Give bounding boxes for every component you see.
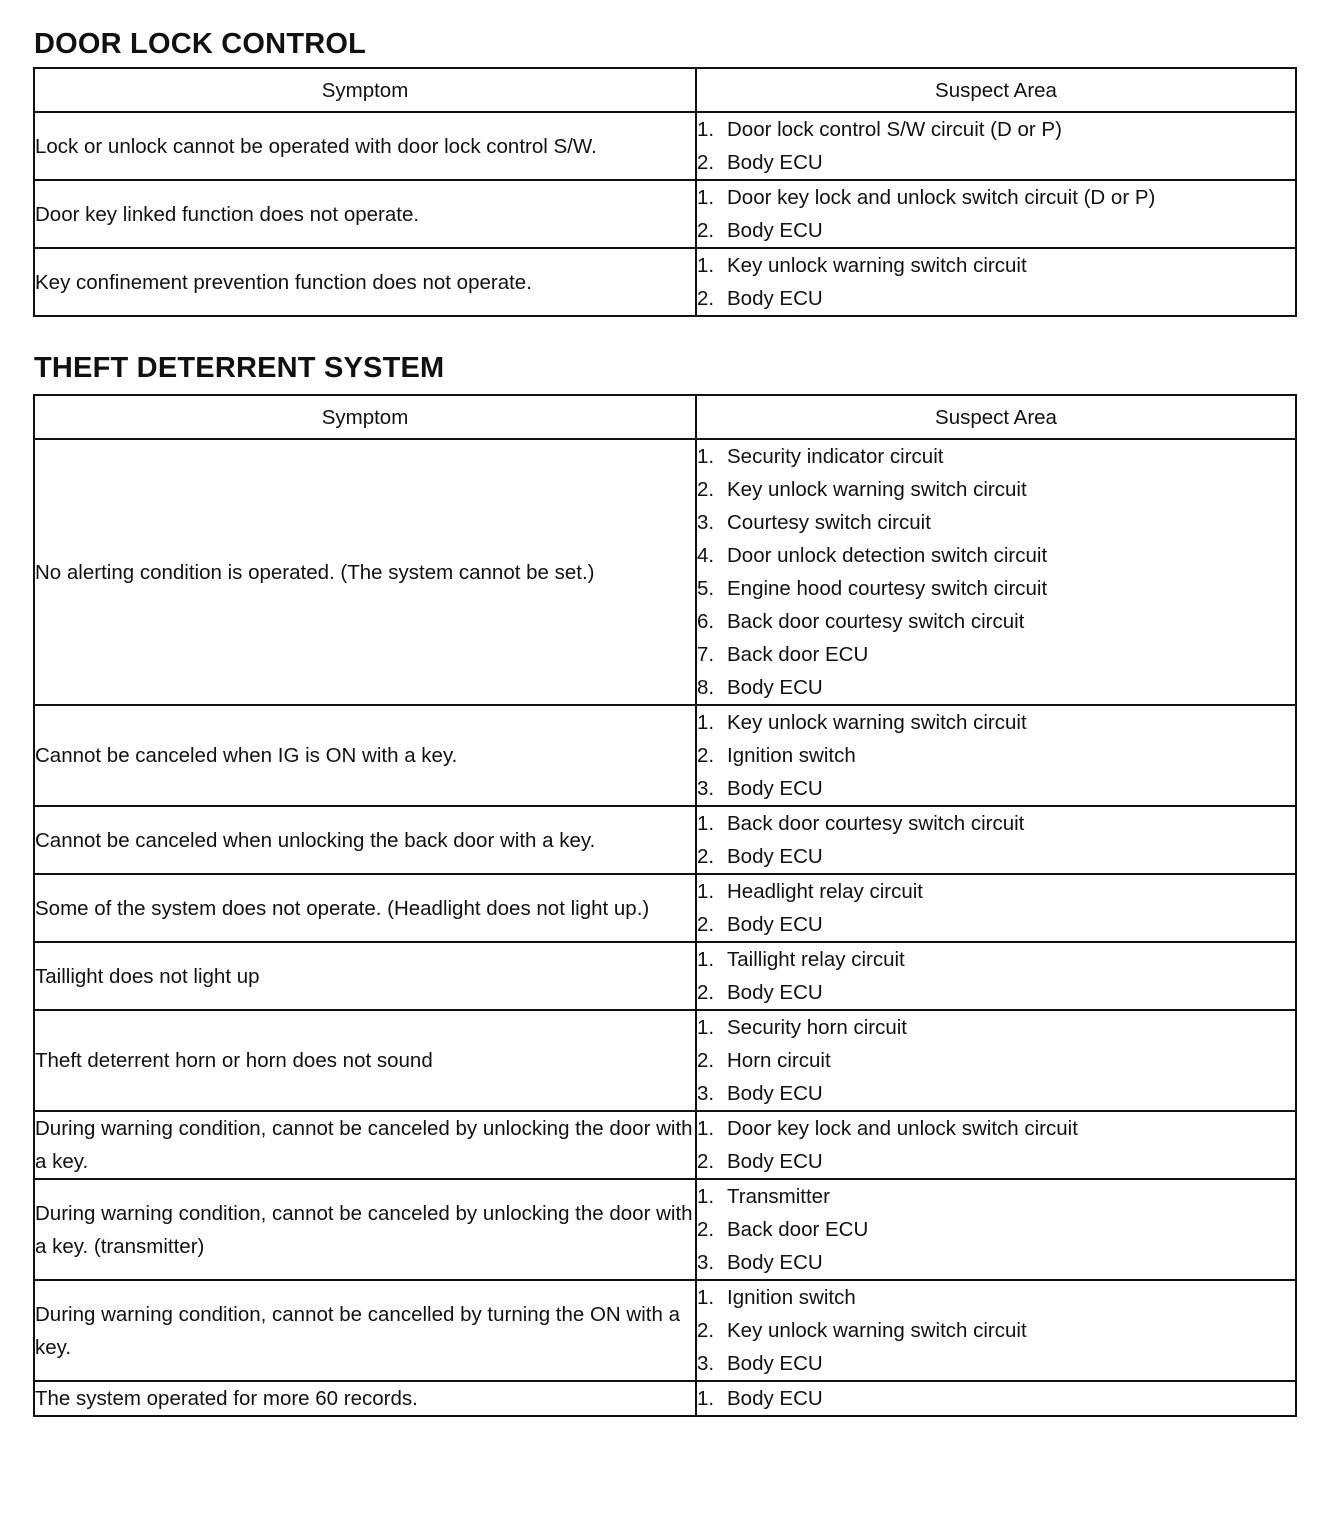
suspect-area-item (697, 1011, 1295, 1044)
suspect-area-item (697, 908, 1295, 941)
suspect-item-text: Door unlock detection switch circuit (727, 544, 1048, 567)
suspect-area-list (697, 249, 1295, 315)
suspect-area-cell (696, 1381, 1296, 1416)
symptom-cell: Cannot be canceled when unlocking the back door with a key. (34, 806, 696, 874)
suspect-area-item (697, 146, 1295, 179)
suspect-item-text: Door key lock and unlock switch circuit (727, 1117, 1078, 1140)
symptom-cell: Key confinement prevention function does not operate. (34, 248, 696, 316)
suspect-item-number: 2. (697, 151, 715, 174)
suspect-item-text: Engine hood courtesy switch circuit (727, 577, 1048, 600)
suspect-item-number: 1. (697, 711, 715, 734)
suspect-area-list (697, 440, 1295, 704)
suspect-area-list (697, 807, 1295, 873)
theft-deterrent-system-title: THEFT DETERRENT SYSTEM (34, 352, 445, 384)
suspect-item-text: Body ECU (727, 1387, 823, 1410)
suspect-item-text: Body ECU (727, 151, 823, 174)
suspect-area-item (697, 943, 1295, 976)
table-row (34, 1179, 1296, 1280)
suspect-area-item (697, 506, 1295, 539)
symptom-cell: During warning condition, cannot be cancelled by turning the ON with a key. (34, 1280, 696, 1381)
suspect-area-item (697, 772, 1295, 805)
table-row (34, 180, 1296, 248)
suspect-item-text: Body ECU (727, 1352, 823, 1375)
suspect-area-cell (696, 874, 1296, 942)
suspect-item-number: 3. (697, 511, 715, 534)
suspect-item-number: 8. (697, 676, 715, 699)
suspect-area-item (697, 1382, 1295, 1415)
theft-deterrent-system-rows (34, 439, 1296, 1416)
suspect-item-text: Door lock control S/W circuit (D or P) (727, 118, 1062, 141)
suspect-item-number: 1. (697, 948, 715, 971)
suspect-area-cell (696, 1179, 1296, 1280)
suspect-area-item (697, 1246, 1295, 1279)
suspect-item-text: Key unlock warning switch circuit (727, 1319, 1027, 1342)
door-lock-control-title: DOOR LOCK CONTROL (34, 28, 367, 60)
suspect-area-column-header: Suspect Area (696, 395, 1296, 439)
suspect-item-number: 2. (697, 219, 715, 242)
suspect-area-list (697, 113, 1295, 179)
suspect-area-item (697, 1044, 1295, 1077)
suspect-area-item (697, 249, 1295, 282)
suspect-item-text: Security horn circuit (727, 1016, 908, 1039)
suspect-item-number: 1. (697, 1185, 715, 1208)
suspect-item-text: Body ECU (727, 219, 823, 242)
suspect-area-item (697, 638, 1295, 671)
suspect-item-number: 2. (697, 744, 715, 767)
suspect-area-list (697, 181, 1295, 247)
suspect-area-column-header: Suspect Area (696, 68, 1296, 112)
symptom-column-header: Symptom (34, 68, 696, 112)
suspect-area-item (697, 1112, 1295, 1145)
symptom-cell: Door key linked function does not operate. (34, 180, 696, 248)
suspect-area-item (697, 113, 1295, 146)
suspect-area-item (697, 1347, 1295, 1380)
suspect-item-number: 2. (697, 1049, 715, 1072)
suspect-area-cell (696, 1280, 1296, 1381)
suspect-item-number: 1. (697, 1016, 715, 1039)
suspect-area-list (697, 1382, 1295, 1415)
table-row (34, 874, 1296, 942)
symptom-cell: During warning condition, cannot be canceled by unlocking the door with a key. (transmitter) (34, 1179, 696, 1280)
suspect-area-item (697, 671, 1295, 704)
suspect-area-list (697, 1011, 1295, 1110)
symptom-cell: Cannot be canceled when IG is ON with a key. (34, 705, 696, 806)
suspect-item-number: 2. (697, 1218, 715, 1241)
suspect-area-item (697, 875, 1295, 908)
suspect-item-text: Body ECU (727, 981, 823, 1004)
table-row (34, 1111, 1296, 1179)
suspect-item-text: Back door courtesy switch circuit (727, 610, 1025, 633)
table-row (34, 1010, 1296, 1111)
symptom-cell: Theft deterrent horn or horn does not sound (34, 1010, 696, 1111)
suspect-item-text: Body ECU (727, 1251, 823, 1274)
theft-deterrent-system-table (33, 394, 1297, 1417)
symptom-cell: During warning condition, cannot be canceled by unlocking the door with a key. (34, 1111, 696, 1179)
suspect-item-number: 3. (697, 1352, 715, 1375)
suspect-area-item (697, 1077, 1295, 1110)
suspect-item-number: 1. (697, 1387, 715, 1410)
suspect-item-text: Body ECU (727, 1150, 823, 1173)
suspect-item-number: 2. (697, 478, 715, 501)
suspect-item-number: 2. (697, 1150, 715, 1173)
suspect-area-item (697, 539, 1295, 572)
suspect-area-item (697, 440, 1295, 473)
suspect-item-text: Body ECU (727, 913, 823, 936)
door-lock-control-table (33, 67, 1297, 317)
symptom-cell: Lock or unlock cannot be operated with door lock control S/W. (34, 112, 696, 180)
suspect-item-text: Ignition switch (727, 1286, 856, 1309)
suspect-item-number: 1. (697, 118, 715, 141)
table-row (34, 942, 1296, 1010)
suspect-item-text: Key unlock warning switch circuit (727, 254, 1027, 277)
suspect-item-text: Horn circuit (727, 1049, 831, 1072)
suspect-area-item (697, 807, 1295, 840)
suspect-area-item (697, 282, 1295, 315)
suspect-item-text: Headlight relay circuit (727, 880, 923, 903)
suspect-area-list (697, 706, 1295, 805)
suspect-item-text: Key unlock warning switch circuit (727, 711, 1027, 734)
suspect-area-item (697, 1180, 1295, 1213)
suspect-area-cell (696, 248, 1296, 316)
suspect-item-number: 1. (697, 186, 715, 209)
door-lock-control-rows (34, 112, 1296, 316)
suspect-area-cell (696, 1010, 1296, 1111)
suspect-area-list (697, 1180, 1295, 1279)
suspect-item-number: 1. (697, 1117, 715, 1140)
suspect-item-text: Taillight relay circuit (727, 948, 905, 971)
suspect-item-text: Transmitter (727, 1185, 830, 1208)
suspect-item-number: 1. (697, 254, 715, 277)
table-header-row (34, 395, 1296, 439)
suspect-area-item (697, 1213, 1295, 1246)
suspect-item-text: Back door courtesy switch circuit (727, 812, 1025, 835)
suspect-item-number: 2. (697, 913, 715, 936)
suspect-item-text: Back door ECU (727, 1218, 869, 1241)
suspect-area-cell (696, 942, 1296, 1010)
suspect-item-text: Body ECU (727, 287, 823, 310)
suspect-item-number: 3. (697, 1251, 715, 1274)
suspect-area-list (697, 875, 1295, 941)
suspect-item-number: 4. (697, 544, 715, 567)
suspect-area-item (697, 214, 1295, 247)
suspect-area-item (697, 706, 1295, 739)
suspect-item-number: 1. (697, 1286, 715, 1309)
suspect-item-number: 2. (697, 845, 715, 868)
suspect-area-cell (696, 806, 1296, 874)
suspect-item-text: Key unlock warning switch circuit (727, 478, 1027, 501)
suspect-item-number: 2. (697, 981, 715, 1004)
suspect-area-list (697, 1281, 1295, 1380)
suspect-item-text: Body ECU (727, 1082, 823, 1105)
suspect-item-text: Courtesy switch circuit (727, 511, 931, 534)
suspect-item-number: 7. (697, 643, 715, 666)
suspect-item-number: 1. (697, 880, 715, 903)
suspect-item-text: Body ECU (727, 676, 823, 699)
symptom-cell: The system operated for more 60 records. (34, 1381, 696, 1416)
table-row (34, 439, 1296, 705)
suspect-item-number: 1. (697, 445, 715, 468)
table-row (34, 112, 1296, 180)
suspect-area-item (697, 739, 1295, 772)
symptom-column-header: Symptom (34, 395, 696, 439)
table-row (34, 806, 1296, 874)
table-header-row (34, 68, 1296, 112)
suspect-area-cell (696, 439, 1296, 705)
symptom-cell: Taillight does not light up (34, 942, 696, 1010)
suspect-item-number: 2. (697, 1319, 715, 1342)
suspect-item-text: Back door ECU (727, 643, 869, 666)
suspect-area-item (697, 976, 1295, 1009)
suspect-item-text: Ignition switch (727, 744, 856, 767)
table-row (34, 1280, 1296, 1381)
suspect-area-item (697, 181, 1295, 214)
table-row (34, 705, 1296, 806)
suspect-area-item (697, 572, 1295, 605)
suspect-area-item (697, 1281, 1295, 1314)
suspect-item-number: 6. (697, 610, 715, 633)
suspect-area-list (697, 943, 1295, 1009)
suspect-item-number: 3. (697, 777, 715, 800)
suspect-area-cell (696, 180, 1296, 248)
suspect-area-item (697, 1145, 1295, 1178)
suspect-area-item (697, 1314, 1295, 1347)
table-row (34, 1381, 1296, 1416)
table-row (34, 248, 1296, 316)
suspect-item-text: Body ECU (727, 845, 823, 868)
suspect-item-number: 2. (697, 287, 715, 310)
suspect-item-number: 1. (697, 812, 715, 835)
suspect-area-list (697, 1112, 1295, 1178)
symptom-cell: Some of the system does not operate. (Headlight does not light up.) (34, 874, 696, 942)
suspect-area-item (697, 605, 1295, 638)
symptom-cell: No alerting condition is operated. (The system cannot be set.) (34, 439, 696, 705)
suspect-area-cell (696, 705, 1296, 806)
suspect-item-text: Security indicator circuit (727, 445, 944, 468)
suspect-item-number: 5. (697, 577, 715, 600)
suspect-item-number: 3. (697, 1082, 715, 1105)
suspect-area-cell (696, 1111, 1296, 1179)
suspect-item-text: Body ECU (727, 777, 823, 800)
suspect-item-text: Door key lock and unlock switch circuit (D or P) (727, 186, 1156, 209)
suspect-area-item (697, 473, 1295, 506)
suspect-area-item (697, 840, 1295, 873)
suspect-area-cell (696, 112, 1296, 180)
